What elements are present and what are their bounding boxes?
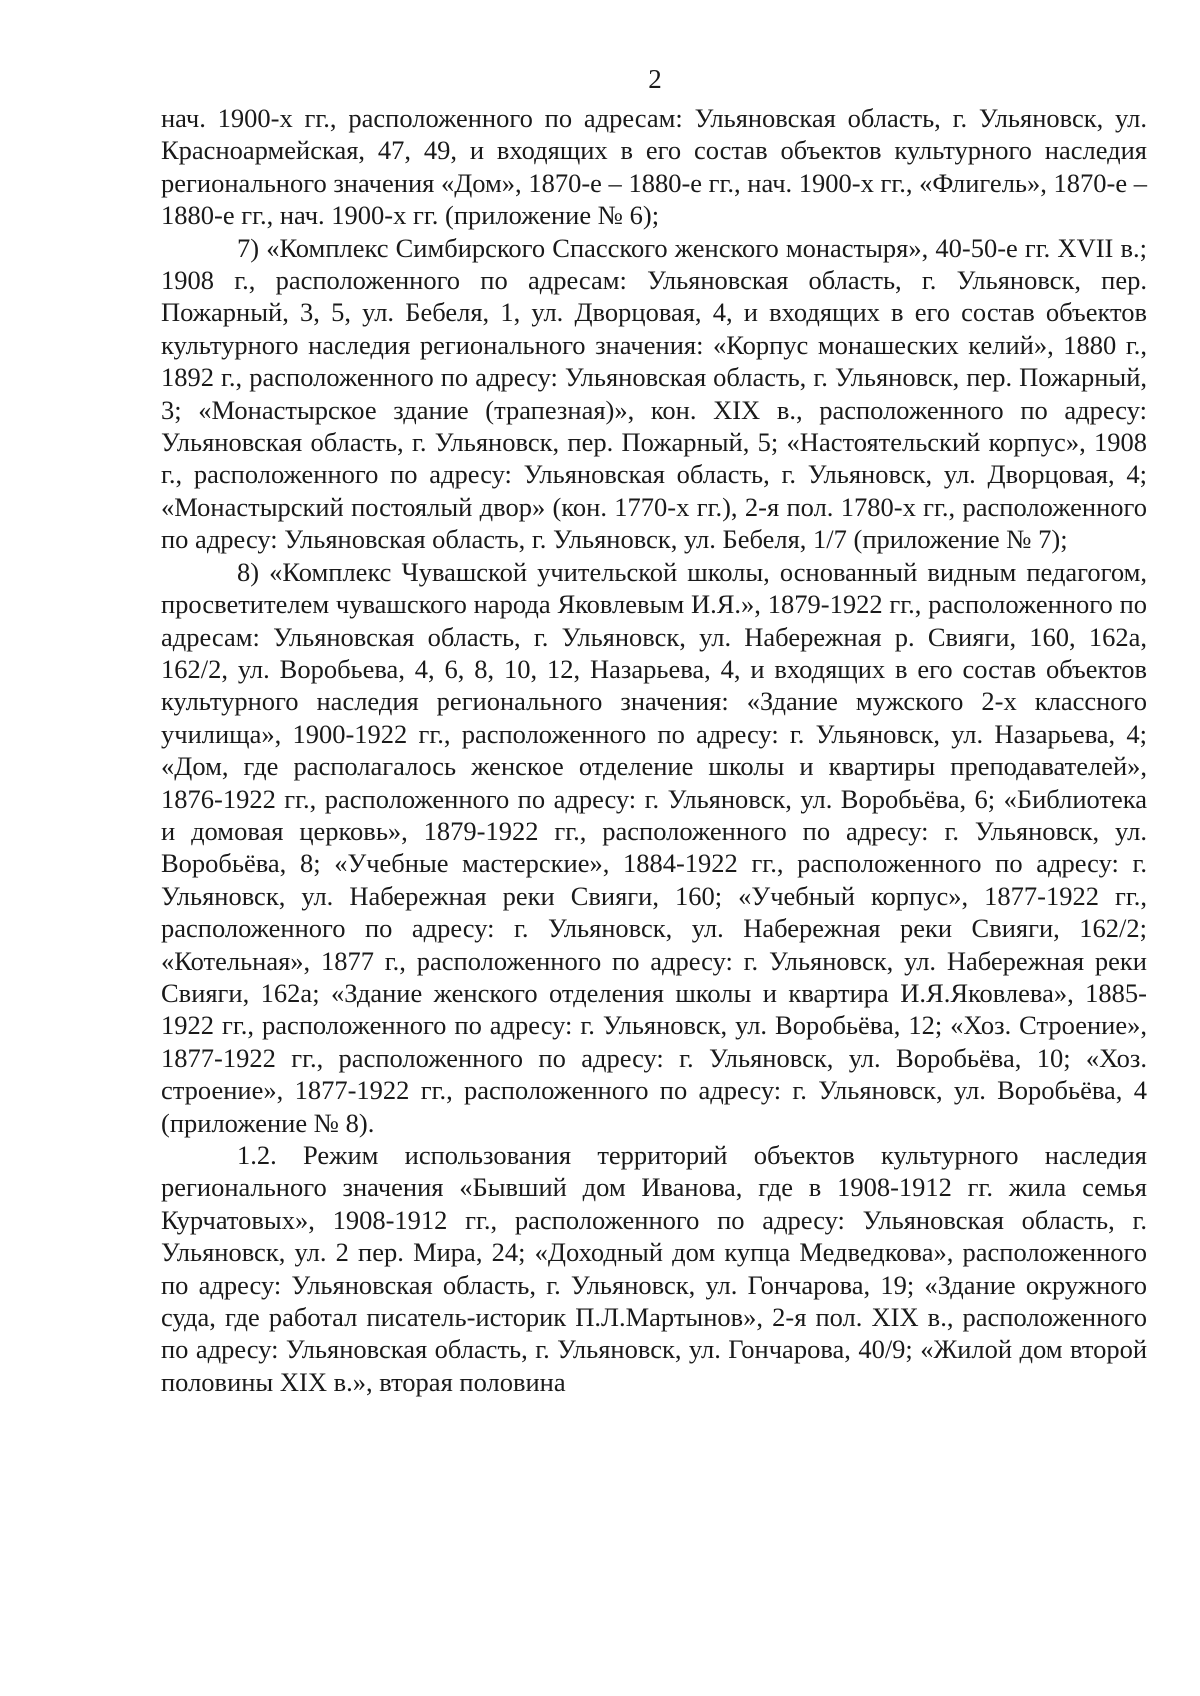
paragraph-section-1-2: 1.2. Режим использования территорий объектов культурного наследия регионального значения «Бывший дом Иванова, где в 1908-1912 гг. жила семья Курчатовых», 1908-1912 гг., расположенного по адресу: Ульяновская область, г. Ульяновск, ул. 2 пер. Мира, 24; «Доходный дом купца Медведкова», расположенного по адресу: Ульяновская область, г. Ульяновск, ул. Гончарова, 19; «Здание окружного суда, где работал писатель-историк П.Л.Мартынов», 2-я пол. XIX в., расположенного по адресу: Ульяновская область, г. Ульяновск, ул. Гончарова, 40/9; «Жилой дом второй половины XIX в.», вторая половина — [161, 1140, 1147, 1397]
document-body — [161, 102, 1147, 1398]
paragraph-item-8: 8) «Комплекс Чувашской учительской школы, основанный видным педагогом, просветителем чувашского народа Яковлевым И.Я.», 1879-1922 гг., расположенного по адресам: Ульяновская область, г. Ульяновск, ул. Набережная р. Свияги, 160, 162а, 162/2, ул. Воробьева, 4, 6, 8, 10, 12, Назарьева, 4, и входящих в его состав объектов культурного наследия регионального значения: «Здание мужского 2-х классного училища», 1900-1922 гг., расположенного по адресу: г. Ульяновск, ул. Назарьева, 4; «Дом, где располагалось женское отделение школы и квартиры преподавателей», 1876-1922 гг., расположенного по адресу: г. Ульяновск, ул. Воробьёва, 6; «Библиотека и домовая церковь», 1879-1922 гг., расположенного по адресу: г. Ульяновск, ул. Воробьёва, 8; «Учебные мастерские», 1884-1922 гг., расположенного по адресу: г. Ульяновск, ул. Набережная реки Свияги, 160; «Учебный корпус», 1877-1922 гг., расположенного по адресу: г. Ульяновск, ул. Набережная реки Свияги, 162/2; «Котельная», 1877 г., расположенного по адресу: г. Ульяновск, ул. Набережная реки Свияги, 162а; «Здание женского отделения школы и квартира И.Я.Яковлева», 1885-1922 гг., расположенного по адресу: г. Ульяновск, ул. Воробьёва, 12; «Хоз. Строение», 1877-1922 гг., расположенного по адресу: г. Ульяновск, ул. Воробьёва, 10; «Хоз. строение», 1877-1922 гг., расположенного по адресу: г. Ульяновск, ул. Воробьёва, 4 (приложение № 8). — [161, 556, 1147, 1138]
paragraph-continuation: нач. 1900-х гг., расположенного по адресам: Ульяновская область, г. Ульяновск, ул. Красноармейская, 47, 49, и входящих в его состав объектов культурного наследия регионального значения «Дом», 1870-е – 1880-е гг., нач. 1900-х гг., «Флигель», 1870-е – 1880-е гг., нач. 1900-х гг. (приложение № 6); — [161, 103, 1147, 231]
page-number: 2 — [648, 64, 662, 94]
paragraph-item-7: 7) «Комплекс Симбирского Спасского женского монастыря», 40-50-е гг. XVII в.; 1908 г., расположенного по адресам: Ульяновская область, г. Ульяновск, пер. Пожарный, 3, 5, ул. Бебеля, 1, ул. Дворцовая, 4, и входящих в его состав объектов культурного наследия регионального значения: «Корпус монашеских келий», 1880 г., 1892 г., расположенного по адресу: Ульяновская область, г. Ульяновск, пер. Пожарный, 3; «Монастырское здание (трапезная)», кон. XIX в., расположенного по адресу: Ульяновская область, г. Ульяновск, пер. Пожарный, 5; «Настоятельский корпус», 1908 г., расположенного по адресу: Ульяновская область, г. Ульяновск, ул. Дворцовая, 4; «Монастырский постоялый двор» (кон. 1770-х гг.), 2-я пол. 1780-х гг., расположенного по адресу: Ульяновская область, г. Ульяновск, ул. Бебеля, 1/7 (приложение № 7); — [161, 232, 1147, 555]
